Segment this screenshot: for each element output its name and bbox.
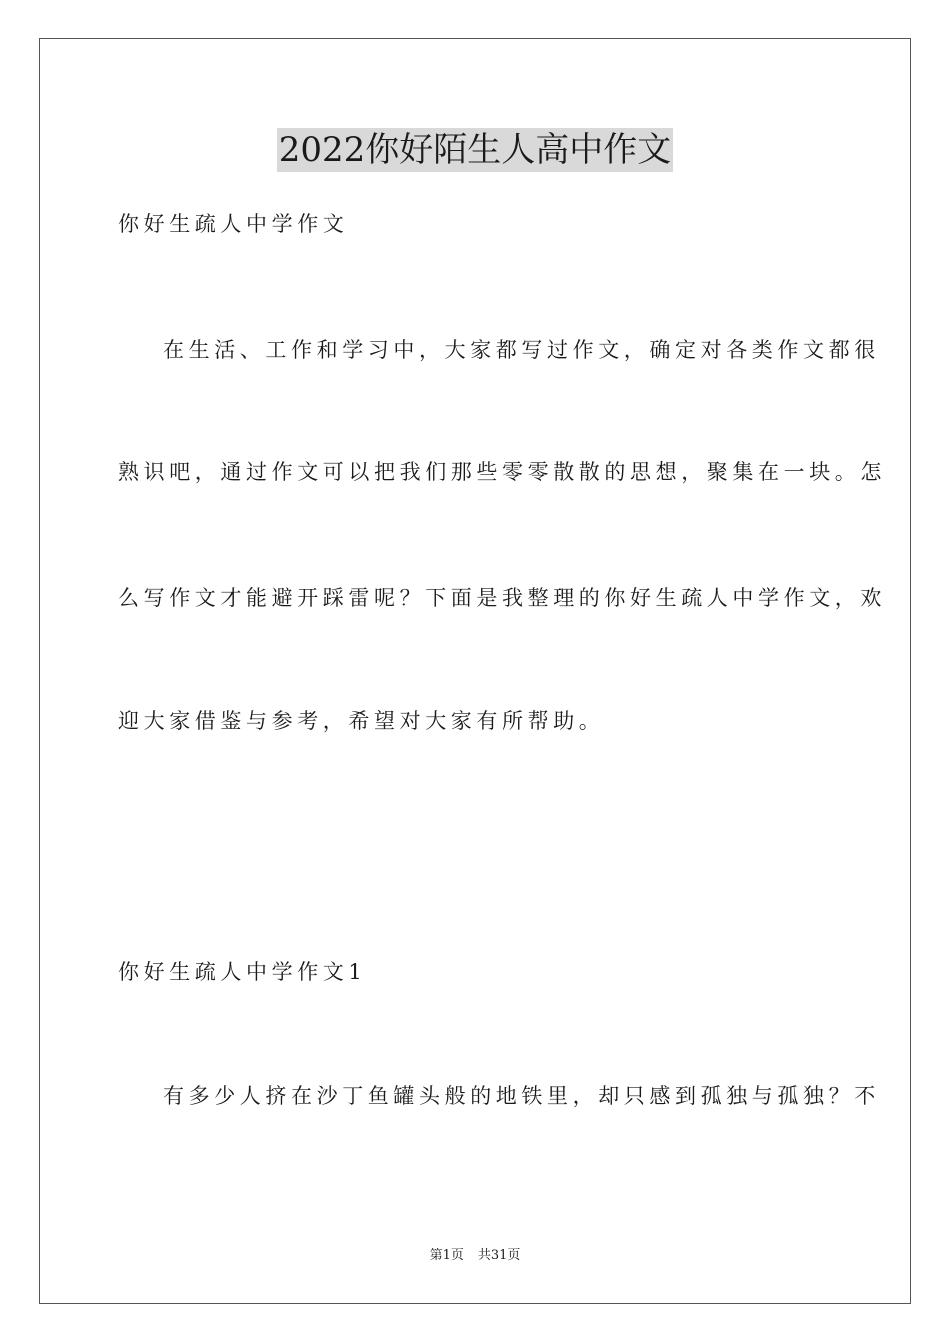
document-title: 2022你好陌生人高中作文 xyxy=(278,130,672,170)
page-footer xyxy=(0,1247,950,1265)
paragraph-line: 熟识吧，通过作文可以把我们那些零零散散的思想，聚集在一块。怎 xyxy=(118,460,886,484)
paragraph-line: 在生活、工作和学习中，大家都写过作文，确定对各类作文都很 xyxy=(163,338,880,362)
section-heading: 你好生疏人中学作文 xyxy=(118,212,349,236)
paragraph-line: 有多少人挤在沙丁鱼罐头般的地铁里，却只感到孤独与孤独？不 xyxy=(163,1084,880,1108)
paragraph-line: 迎大家借鉴与参考，希望对大家有所帮助。 xyxy=(118,709,605,733)
page-number: 第1页 xyxy=(429,1248,464,1263)
page-total: 共31页 xyxy=(477,1248,521,1263)
section-heading: 你好生疏人中学作文1 xyxy=(118,960,367,984)
title-container xyxy=(0,128,950,172)
paragraph-line: 么写作文才能避开踩雷呢？下面是我整理的你好生疏人中学作文，欢 xyxy=(118,586,886,610)
